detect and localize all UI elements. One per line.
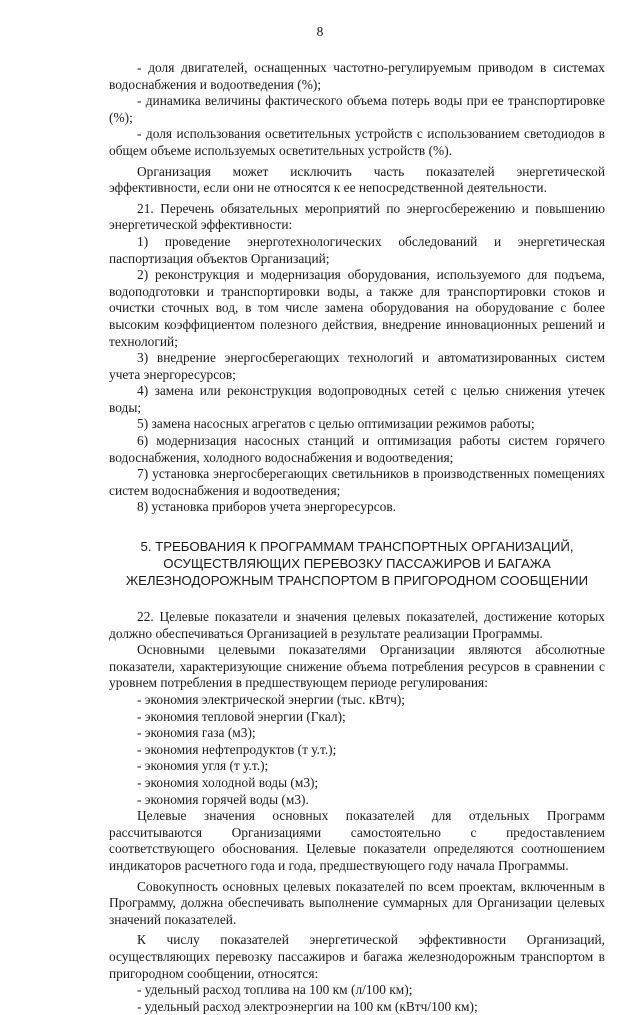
list-item: - экономия горячей воды (м3). — [137, 791, 309, 807]
document-body — [109, 60, 605, 1015]
list-item: 4) замена или реконструкция водопроводных сетей с целью снижения утечек воды; — [109, 383, 605, 415]
paragraph: 22. Целевые показатели и значения целевых показателей, достижение которых должно обеспечиваться Организацией в результате реализации Программы. — [109, 609, 605, 641]
page-number: 8 — [316, 24, 324, 39]
paragraph: К числу показателей энергетической эффективности Организаций, осуществляющих перевозку пассажиров и багажа железнодорожным транспортом в пригородном сообщении, относятся: — [109, 932, 605, 981]
paragraph: Целевые значения основных показателей для отдельных Программ рассчитываются Организациями самостоятельно с предоставлением соответствующего обоснования. Целевые показатели определяются соотношением индикаторов расчетного года и года, предшествующего году начала Программы. — [109, 808, 605, 873]
paragraph: Организация может исключить часть показателей энергетической эффективности, если они не относятся к ее непосредственной деятельности. — [109, 163, 605, 196]
list-item: 8) установка приборов учета энергоресурсов. — [137, 499, 396, 515]
paragraph: Совокупность основных целевых показателей по всем проектам, включенным в Программу, должна обеспечивать выполнение суммарных для Организации целевых значений показателей. — [109, 878, 605, 927]
paragraph: - доля использования осветительных устройств с использованием светодиодов в общем объеме используемых осветительных устройств (%). — [109, 126, 605, 158]
list-item: 6) модернизация насосных станций и оптимизация работы систем горячего водоснабжения, холодного водоснабжения и водоотведения; — [109, 433, 605, 465]
list-item: - экономия угля (т у.т.); — [137, 758, 269, 774]
paragraph: - динамика величины фактического объема потерь воды при ее транспортировке (%); — [109, 93, 605, 125]
list-item: - удельный расход топлива на 100 км (л/100 км); — [137, 982, 413, 998]
section-heading-line: 5. ТРЕБОВАНИЯ К ПРОГРАММАМ ТРАНСПОРТНЫХ ОРГАНИЗАЦИЙ, — [140, 539, 574, 555]
list-item: - экономия электрической энергии (тыс. кВтч); — [137, 692, 406, 707]
list-item: - удельный расход электроэнергии на 100 км (кВтч/100 км); — [137, 998, 478, 1014]
section-heading-line: ЖЕЛЕЗНОДОРОЖНЫМ ТРАНСПОРТОМ В ПРИГОРОДНОМ СООБЩЕНИИ — [125, 573, 589, 589]
list-item: 7) установка энергосберегающих светильников в производственных помещениях систем водоснабжения и водоотведения; — [109, 466, 605, 498]
list-item: 2) реконструкция и модернизация оборудования, используемого для подъема, водоподготовки и транспортировки воды, а также для транспортировки стоков и очистки сточных вод, в том числе замена оборудования на оборудование с более высоким коэффициентом полезного действия, внедрение инновационных решений и технологий; — [109, 267, 605, 349]
paragraph: - доля двигателей, оснащенных частотно-регулируемым приводом в системах водоснабжения и водоотведения (%); — [109, 60, 605, 92]
list-item: - экономия нефтепродуктов (т у.т.); — [137, 741, 337, 757]
list-item: 3) внедрение энергосберегающих технологий и автоматизированных систем учета энергоресурсов; — [109, 350, 605, 382]
list-item: 5) замена насосных агрегатов с целью оптимизации режимов работы; — [137, 416, 535, 432]
list-item: 1) проведение энерготехнологических обследований и энергетическая паспортизация объектов Организаций; — [109, 233, 605, 266]
list-item: - экономия тепловой энергии (Гкал); — [137, 708, 346, 724]
list-item: - экономия холодной воды (м3); — [137, 774, 319, 790]
paragraph: 21. Перечень обязательных мероприятий по энергосбережению и повышению энергетической эффективности: — [109, 200, 605, 233]
section-heading — [109, 538, 605, 589]
section-heading-line: ОСУЩЕСТВЛЯЮЩИХ ПЕРЕВОЗКУ ПАССАЖИРОВ И БАГАЖА — [163, 556, 551, 572]
list-item: - экономия газа (м3); — [137, 725, 256, 741]
paragraph: Основными целевыми показателями Организации являются абсолютные показатели, характеризующие снижение объема потребления ресурсов в сравнении с уровнем потребления в предшествующем периоде регулирования: — [109, 642, 605, 691]
